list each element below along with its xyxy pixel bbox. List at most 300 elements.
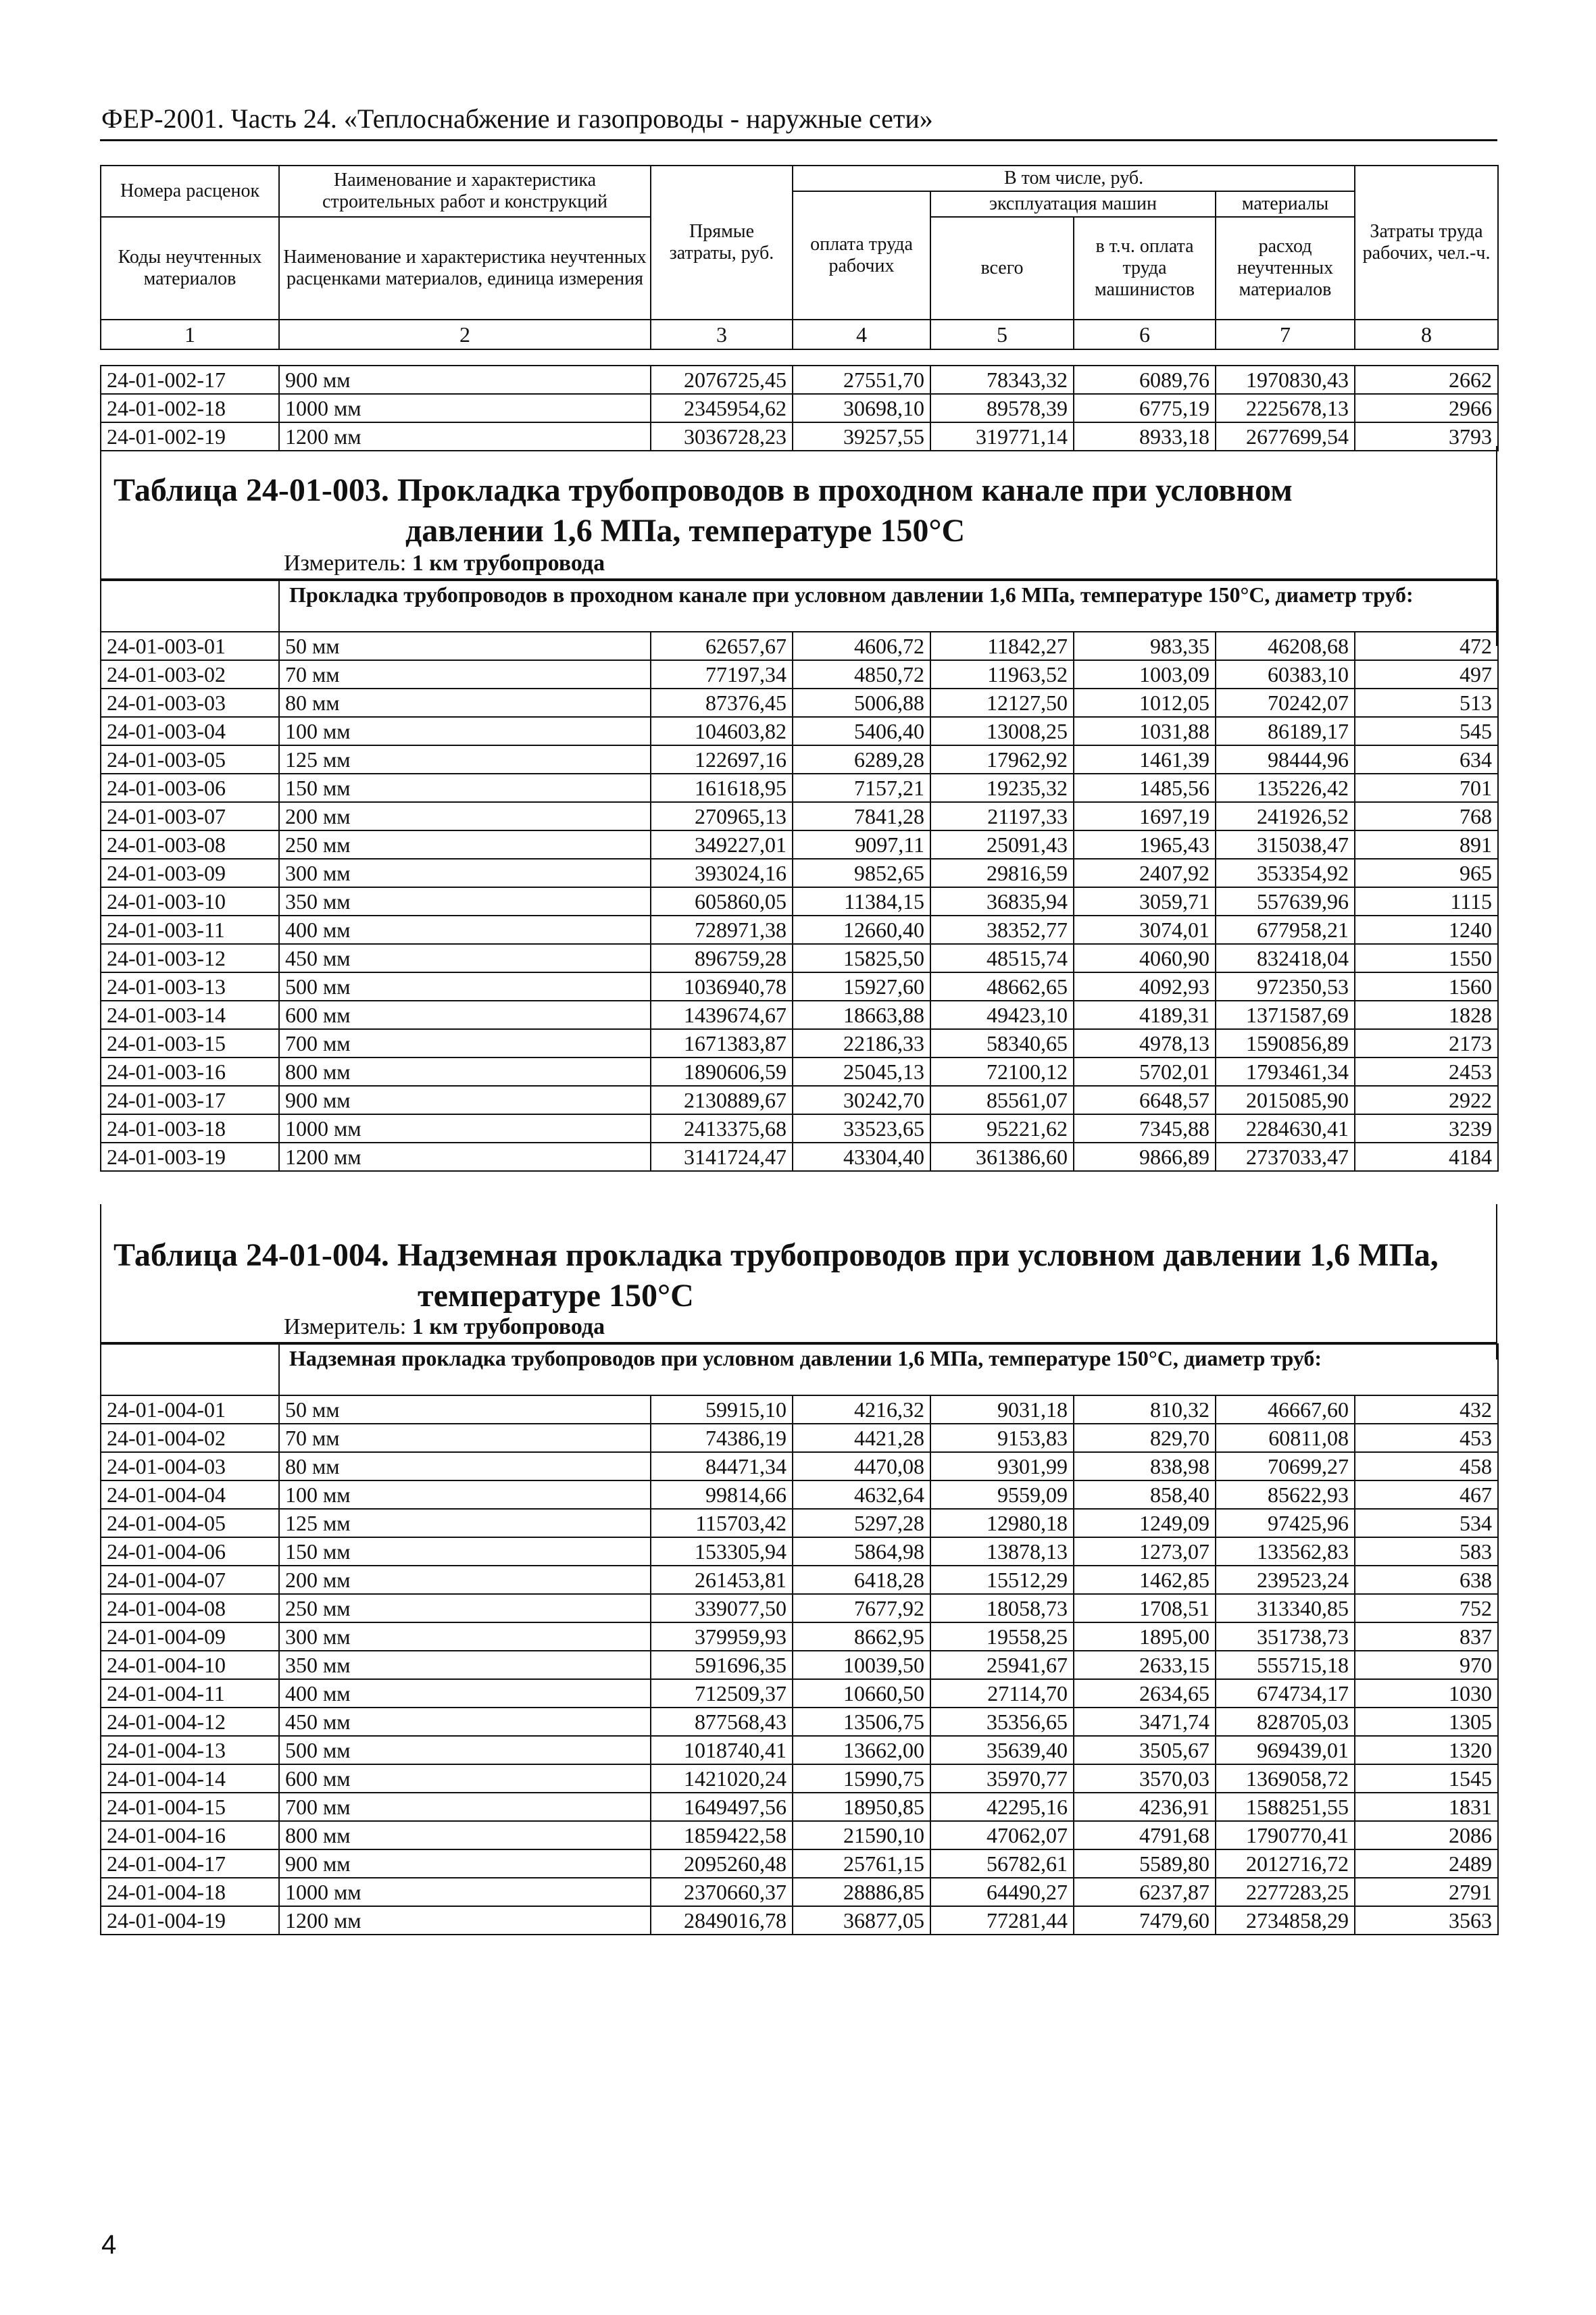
cell-wages: 4470,08: [793, 1452, 930, 1480]
cell-rate-code: 24-01-004-01: [101, 1395, 279, 1424]
measure-unit: [284, 550, 605, 577]
cell-machine-wages: 7345,88: [1074, 1114, 1216, 1143]
table-row: [101, 1736, 1498, 1764]
cell-machine-total: 77281,44: [930, 1906, 1074, 1935]
table-row: [101, 1143, 1498, 1171]
cell-direct-costs: 1018740,41: [651, 1736, 793, 1764]
cell-direct-costs: 161618,95: [651, 774, 793, 802]
cell-direct-costs: 59915,10: [651, 1395, 793, 1424]
cell-materials: 828705,03: [1216, 1708, 1355, 1736]
cell-materials: 351738,73: [1216, 1622, 1355, 1651]
cell-direct-costs: 153305,94: [651, 1537, 793, 1566]
table-row: [101, 887, 1498, 916]
cell-machine-wages: 6648,57: [1074, 1086, 1216, 1114]
col-rate-number: Номера расценок: [101, 166, 279, 217]
cell-rate-code: 24-01-004-15: [101, 1793, 279, 1821]
cell-direct-costs: 3036728,23: [651, 422, 793, 451]
table-row: [101, 1395, 1498, 1424]
cell-work-name: 350 мм: [279, 1651, 651, 1679]
cell-machine-wages: 829,70: [1074, 1424, 1216, 1452]
cell-machine-wages: 1003,09: [1074, 660, 1216, 689]
table-row: [101, 1878, 1498, 1906]
col-materials: материалы: [1216, 191, 1355, 217]
cell-machine-total: 9153,83: [930, 1424, 1074, 1452]
cell-machine-wages: 4060,90: [1074, 944, 1216, 972]
cell-wages: 4850,72: [793, 660, 930, 689]
cell-machine-wages: 1485,56: [1074, 774, 1216, 802]
cell-machine-wages: 1708,51: [1074, 1594, 1216, 1622]
table-row: [101, 972, 1498, 1001]
cell-wages: 22186,33: [793, 1029, 930, 1057]
col-number: 6: [1074, 320, 1216, 349]
table-row: [101, 1622, 1498, 1651]
cell-machine-wages: 4978,13: [1074, 1029, 1216, 1057]
cell-labor: 1115: [1355, 887, 1498, 916]
cell-wages: 4216,32: [793, 1395, 930, 1424]
cell-materials: 1970830,43: [1216, 366, 1355, 394]
cell-rate-code: 24-01-004-09: [101, 1622, 279, 1651]
cell-rate-code: 24-01-004-02: [101, 1424, 279, 1452]
table-title: [114, 470, 1492, 551]
cell-work-name: 50 мм: [279, 632, 651, 660]
cell-direct-costs: 605860,05: [651, 887, 793, 916]
cell-machine-total: 49423,10: [930, 1001, 1074, 1029]
cell-labor: 458: [1355, 1452, 1498, 1480]
cell-machine-wages: 1462,85: [1074, 1566, 1216, 1594]
col-number: 5: [930, 320, 1074, 349]
cell-rate-code: 24-01-004-19: [101, 1906, 279, 1935]
cell-machine-total: 13008,25: [930, 717, 1074, 745]
table-003: [100, 580, 1499, 1172]
cell-machine-wages: 1895,00: [1074, 1622, 1216, 1651]
cell-rate-code: 24-01-003-11: [101, 916, 279, 944]
cell-machine-wages: 7479,60: [1074, 1906, 1216, 1935]
cell-work-name: 600 мм: [279, 1764, 651, 1793]
cell-materials: 1588251,55: [1216, 1793, 1355, 1821]
table-row: [101, 859, 1498, 887]
cell-machine-wages: 4092,93: [1074, 972, 1216, 1001]
cell-work-name: 350 мм: [279, 887, 651, 916]
table-row: [101, 1029, 1498, 1057]
cell-labor: 534: [1355, 1509, 1498, 1537]
cell-rate-code: 24-01-003-02: [101, 660, 279, 689]
cell-rate-code: 24-01-004-18: [101, 1878, 279, 1906]
table-row: [101, 916, 1498, 944]
cell-labor: 2086: [1355, 1821, 1498, 1849]
cell-labor: 891: [1355, 830, 1498, 859]
cell-work-name: 1200 мм: [279, 1143, 651, 1171]
cell-rate-code: 24-01-004-17: [101, 1849, 279, 1878]
cell-labor: 513: [1355, 689, 1498, 717]
cell-materials: 557639,96: [1216, 887, 1355, 916]
cell-machine-total: 38352,77: [930, 916, 1074, 944]
cell-labor: 701: [1355, 774, 1498, 802]
cell-machine-total: 12127,50: [930, 689, 1074, 717]
cell-direct-costs: 393024,16: [651, 859, 793, 887]
cell-materials: 313340,85: [1216, 1594, 1355, 1622]
table-row: [101, 745, 1498, 774]
cell-work-name: 700 мм: [279, 1029, 651, 1057]
col-machine-operation: эксплуатация машин: [930, 191, 1216, 217]
cell-direct-costs: 62657,67: [651, 632, 793, 660]
cell-labor: 467: [1355, 1480, 1498, 1509]
cell-machine-wages: 4236,91: [1074, 1793, 1216, 1821]
cell-machine-total: 64490,27: [930, 1878, 1074, 1906]
cell-machine-wages: 5702,01: [1074, 1057, 1216, 1086]
intro-blank-cell: [101, 580, 279, 632]
cell-work-name: 450 мм: [279, 1708, 651, 1736]
cell-work-name: 1000 мм: [279, 1114, 651, 1143]
cell-wages: 11384,15: [793, 887, 930, 916]
cell-direct-costs: 728971,38: [651, 916, 793, 944]
cell-labor: 583: [1355, 1537, 1498, 1566]
cell-materials: 674734,17: [1216, 1679, 1355, 1708]
cell-work-name: 70 мм: [279, 1424, 651, 1452]
cell-machine-wages: 810,32: [1074, 1395, 1216, 1424]
cell-machine-total: 85561,07: [930, 1086, 1074, 1114]
cell-wages: 18663,88: [793, 1001, 930, 1029]
gutter-line: [100, 1204, 101, 1360]
col-machine-total: всего: [930, 217, 1074, 320]
cell-rate-code: 24-01-004-03: [101, 1452, 279, 1480]
cell-direct-costs: 1036940,78: [651, 972, 793, 1001]
table-row: [101, 1086, 1498, 1114]
cell-machine-total: 11842,27: [930, 632, 1074, 660]
cell-wages: 10039,50: [793, 1651, 930, 1679]
cell-direct-costs: 1439674,67: [651, 1001, 793, 1029]
cell-direct-costs: 712509,37: [651, 1679, 793, 1708]
cell-machine-total: 78343,32: [930, 366, 1074, 394]
cell-machine-wages: 3074,01: [1074, 916, 1216, 944]
cell-machine-total: 9031,18: [930, 1395, 1074, 1424]
cell-materials: 97425,96: [1216, 1509, 1355, 1537]
cell-labor: 752: [1355, 1594, 1498, 1622]
cell-work-name: 500 мм: [279, 1736, 651, 1764]
table-row: [101, 944, 1498, 972]
col-number: 8: [1355, 320, 1498, 349]
cell-labor: 1831: [1355, 1793, 1498, 1821]
table-row: [101, 774, 1498, 802]
cell-direct-costs: 115703,42: [651, 1509, 793, 1537]
cell-work-name: 300 мм: [279, 1622, 651, 1651]
col-materials-unaccounted: расход неучтенных материалов: [1216, 217, 1355, 320]
col-including: В том числе, руб.: [793, 166, 1355, 191]
cell-rate-code: 24-01-004-04: [101, 1480, 279, 1509]
cell-work-name: 900 мм: [279, 1086, 651, 1114]
cell-machine-total: 89578,39: [930, 394, 1074, 422]
cell-rate-code: 24-01-003-10: [101, 887, 279, 916]
cell-work-name: 450 мм: [279, 944, 651, 972]
table-row: [101, 632, 1498, 660]
cell-work-name: 150 мм: [279, 1537, 651, 1566]
cell-direct-costs: 99814,66: [651, 1480, 793, 1509]
cell-materials: 2677699,54: [1216, 422, 1355, 451]
cell-work-name: 70 мм: [279, 660, 651, 689]
cell-labor: 4184: [1355, 1143, 1498, 1171]
cell-labor: 432: [1355, 1395, 1498, 1424]
cell-direct-costs: 87376,45: [651, 689, 793, 717]
cell-direct-costs: 2345954,62: [651, 394, 793, 422]
cell-rate-code: 24-01-003-19: [101, 1143, 279, 1171]
cell-wages: 6418,28: [793, 1566, 930, 1594]
cell-direct-costs: 877568,43: [651, 1708, 793, 1736]
cell-wages: 5297,28: [793, 1509, 930, 1537]
cell-wages: 25045,13: [793, 1057, 930, 1086]
cell-materials: 2737033,47: [1216, 1143, 1355, 1171]
cell-machine-wages: 4189,31: [1074, 1001, 1216, 1029]
cell-machine-wages: 858,40: [1074, 1480, 1216, 1509]
cell-labor: 2966: [1355, 394, 1498, 422]
cell-work-name: 125 мм: [279, 1509, 651, 1537]
cell-wages: 25761,15: [793, 1849, 930, 1878]
table-row: [101, 1708, 1498, 1736]
cell-labor: 2453: [1355, 1057, 1498, 1086]
cell-rate-code: 24-01-003-15: [101, 1029, 279, 1057]
col-material-codes: Коды неучтенных материалов: [101, 217, 279, 320]
cell-rate-code: 24-01-004-13: [101, 1736, 279, 1764]
cell-wages: 7841,28: [793, 802, 930, 830]
measure-label: Измеритель:: [284, 551, 407, 576]
cell-labor: 638: [1355, 1566, 1498, 1594]
cell-labor: 472: [1355, 632, 1498, 660]
cell-rate-code: 24-01-003-14: [101, 1001, 279, 1029]
column-number-row: [101, 320, 1498, 349]
table-row: [101, 1452, 1498, 1480]
cell-wages: 4421,28: [793, 1424, 930, 1452]
table-intro-row: [101, 1344, 1498, 1395]
table-row: [101, 1821, 1498, 1849]
cell-labor: 1545: [1355, 1764, 1498, 1793]
cell-labor: 3793: [1355, 422, 1498, 451]
cell-labor: 2173: [1355, 1029, 1498, 1057]
cell-labor: 1320: [1355, 1736, 1498, 1764]
cell-work-name: 1200 мм: [279, 422, 651, 451]
cell-materials: 60811,08: [1216, 1424, 1355, 1452]
table-row: [101, 1566, 1498, 1594]
cell-machine-total: 35639,40: [930, 1736, 1074, 1764]
cell-labor: 2489: [1355, 1849, 1498, 1878]
cell-wages: 30698,10: [793, 394, 930, 422]
cell-machine-total: 17962,92: [930, 745, 1074, 774]
cell-work-name: 100 мм: [279, 1480, 651, 1509]
cell-direct-costs: 1890606,59: [651, 1057, 793, 1086]
cell-labor: 1828: [1355, 1001, 1498, 1029]
cell-materials: 555715,18: [1216, 1651, 1355, 1679]
cell-rate-code: 24-01-003-05: [101, 745, 279, 774]
cell-materials: 46667,60: [1216, 1395, 1355, 1424]
cell-materials: 1590856,89: [1216, 1029, 1355, 1057]
cell-machine-total: 42295,16: [930, 1793, 1074, 1821]
cell-direct-costs: 339077,50: [651, 1594, 793, 1622]
cell-materials: 85622,93: [1216, 1480, 1355, 1509]
cell-machine-total: 19235,32: [930, 774, 1074, 802]
cell-work-name: 250 мм: [279, 830, 651, 859]
table-row: [101, 1651, 1498, 1679]
table-004: [100, 1343, 1499, 1935]
cell-work-name: 500 мм: [279, 972, 651, 1001]
cell-machine-wages: 1031,88: [1074, 717, 1216, 745]
cell-machine-total: 27114,70: [930, 1679, 1074, 1708]
table-row: [101, 1114, 1498, 1143]
cell-machine-total: 72100,12: [930, 1057, 1074, 1086]
table-intro: Надземная прокладка трубопроводов при условном давлении 1,6 МПа, температуре 150°С, диаметр труб:: [279, 1344, 1498, 1395]
cell-machine-total: 15512,29: [930, 1566, 1074, 1594]
table-row: [101, 1509, 1498, 1537]
cell-rate-code: 24-01-004-06: [101, 1537, 279, 1566]
table-row: [101, 1594, 1498, 1622]
measure-value: 1 км трубопровода: [412, 1314, 605, 1339]
cell-rate-code: 24-01-004-11: [101, 1679, 279, 1708]
cell-machine-wages: 6775,19: [1074, 394, 1216, 422]
cell-wages: 36877,05: [793, 1906, 930, 1935]
cell-work-name: 100 мм: [279, 717, 651, 745]
cell-direct-costs: 1671383,87: [651, 1029, 793, 1057]
cell-direct-costs: 2370660,37: [651, 1878, 793, 1906]
cell-materials: 239523,24: [1216, 1566, 1355, 1594]
cell-machine-total: 361386,60: [930, 1143, 1074, 1171]
cell-materials: 2284630,41: [1216, 1114, 1355, 1143]
table-002-tail: [100, 365, 1499, 451]
cell-wages: 10660,50: [793, 1679, 930, 1708]
cell-direct-costs: 270965,13: [651, 802, 793, 830]
cell-machine-wages: 6089,76: [1074, 366, 1216, 394]
cell-wages: 28886,85: [793, 1878, 930, 1906]
header-rule: [100, 139, 1497, 141]
cell-machine-total: 25941,67: [930, 1651, 1074, 1679]
cell-direct-costs: 2095260,48: [651, 1849, 793, 1878]
cell-machine-total: 58340,65: [930, 1029, 1074, 1057]
cell-direct-costs: 2849016,78: [651, 1906, 793, 1935]
cell-materials: 832418,04: [1216, 944, 1355, 972]
cell-materials: 46208,68: [1216, 632, 1355, 660]
table-row: [101, 1849, 1498, 1878]
table-row: [101, 1480, 1498, 1509]
cell-direct-costs: 77197,34: [651, 660, 793, 689]
cell-materials: 98444,96: [1216, 745, 1355, 774]
cell-direct-costs: 104603,82: [651, 717, 793, 745]
cell-wages: 7157,21: [793, 774, 930, 802]
cell-direct-costs: 1859422,58: [651, 1821, 793, 1849]
cell-wages: 9097,11: [793, 830, 930, 859]
cell-direct-costs: 2130889,67: [651, 1086, 793, 1114]
col-number: 4: [793, 320, 930, 349]
table-title-line: температуре 150°С: [418, 1278, 694, 1314]
cell-machine-total: 21197,33: [930, 802, 1074, 830]
cell-machine-total: 35356,65: [930, 1708, 1074, 1736]
cell-work-name: 150 мм: [279, 774, 651, 802]
table-row: [101, 1424, 1498, 1452]
cell-rate-code: 24-01-003-03: [101, 689, 279, 717]
cell-rate-code: 24-01-003-12: [101, 944, 279, 972]
cell-labor: 1240: [1355, 916, 1498, 944]
cell-machine-total: 35970,77: [930, 1764, 1074, 1793]
cell-work-name: 400 мм: [279, 1679, 651, 1708]
cell-direct-costs: 591696,35: [651, 1651, 793, 1679]
cell-machine-total: 12980,18: [930, 1509, 1074, 1537]
cell-work-name: 600 мм: [279, 1001, 651, 1029]
col-number: 7: [1216, 320, 1355, 349]
col-wages: оплата труда рабочих: [793, 191, 930, 320]
table-row: [101, 1764, 1498, 1793]
cell-work-name: 800 мм: [279, 1057, 651, 1086]
cell-machine-wages: 8933,18: [1074, 422, 1216, 451]
cell-direct-costs: 1649497,56: [651, 1793, 793, 1821]
table-intro-row: [101, 580, 1498, 632]
cell-labor: 497: [1355, 660, 1498, 689]
cell-labor: 545: [1355, 717, 1498, 745]
cell-machine-wages: 1461,39: [1074, 745, 1216, 774]
cell-materials: 315038,47: [1216, 830, 1355, 859]
cell-labor: 2922: [1355, 1086, 1498, 1114]
cell-labor: 453: [1355, 1424, 1498, 1452]
cell-machine-total: 319771,14: [930, 422, 1074, 451]
cell-materials: 241926,52: [1216, 802, 1355, 830]
cell-wages: 12660,40: [793, 916, 930, 944]
running-header: ФЕР-2001. Часть 24. «Теплоснабжение и газопроводы - наружные сети»: [101, 103, 933, 134]
cell-wages: 15825,50: [793, 944, 930, 972]
cell-materials: 969439,01: [1216, 1736, 1355, 1764]
cell-machine-total: 95221,62: [930, 1114, 1074, 1143]
table-row: [101, 394, 1498, 422]
cell-direct-costs: 84471,34: [651, 1452, 793, 1480]
cell-labor: 837: [1355, 1622, 1498, 1651]
col-labor: Затраты труда рабочих, чел.-ч.: [1355, 166, 1498, 320]
cell-direct-costs: 349227,01: [651, 830, 793, 859]
table-row: [101, 1679, 1498, 1708]
cell-machine-wages: 3570,03: [1074, 1764, 1216, 1793]
cell-rate-code: 24-01-002-17: [101, 366, 279, 394]
cell-machine-total: 9559,09: [930, 1480, 1074, 1509]
cell-materials: 70699,27: [1216, 1452, 1355, 1480]
cell-machine-wages: 2633,15: [1074, 1651, 1216, 1679]
cell-rate-code: 24-01-004-14: [101, 1764, 279, 1793]
cell-machine-wages: 5589,80: [1074, 1849, 1216, 1878]
cell-work-name: 800 мм: [279, 1821, 651, 1849]
cell-materials: 2277283,25: [1216, 1878, 1355, 1906]
cell-rate-code: 24-01-003-13: [101, 972, 279, 1001]
cell-rate-code: 24-01-004-08: [101, 1594, 279, 1622]
cell-work-name: 250 мм: [279, 1594, 651, 1622]
measure-value: 1 км трубопровода: [412, 551, 605, 576]
cell-work-name: 700 мм: [279, 1793, 651, 1821]
table-row: [101, 1537, 1498, 1566]
intro-blank-cell: [101, 1344, 279, 1395]
cell-labor: 3563: [1355, 1906, 1498, 1935]
table-row: [101, 422, 1498, 451]
cell-machine-total: 29816,59: [930, 859, 1074, 887]
cell-work-name: 1000 мм: [279, 394, 651, 422]
cell-wages: 39257,55: [793, 422, 930, 451]
cell-wages: 30242,70: [793, 1086, 930, 1114]
cell-machine-wages: 1273,07: [1074, 1537, 1216, 1566]
cell-rate-code: 24-01-003-07: [101, 802, 279, 830]
cell-rate-code: 24-01-004-07: [101, 1566, 279, 1594]
col-material-names: Наименование и характеристика неучтенных расценками материалов, единица измерения: [279, 217, 651, 320]
table-row: [101, 366, 1498, 394]
cell-machine-total: 48515,74: [930, 944, 1074, 972]
cell-wages: 15990,75: [793, 1764, 930, 1793]
col-number: 1: [101, 320, 279, 349]
cell-wages: 8662,95: [793, 1622, 930, 1651]
col-number: 3: [651, 320, 793, 349]
cell-rate-code: 24-01-003-17: [101, 1086, 279, 1114]
cell-direct-costs: 2413375,68: [651, 1114, 793, 1143]
cell-materials: 2225678,13: [1216, 394, 1355, 422]
cell-rate-code: 24-01-004-16: [101, 1821, 279, 1849]
table-title-line: давлении 1,6 МПа, температуре 150°С: [405, 513, 966, 549]
cell-materials: 1371587,69: [1216, 1001, 1355, 1029]
cell-labor: 768: [1355, 802, 1498, 830]
